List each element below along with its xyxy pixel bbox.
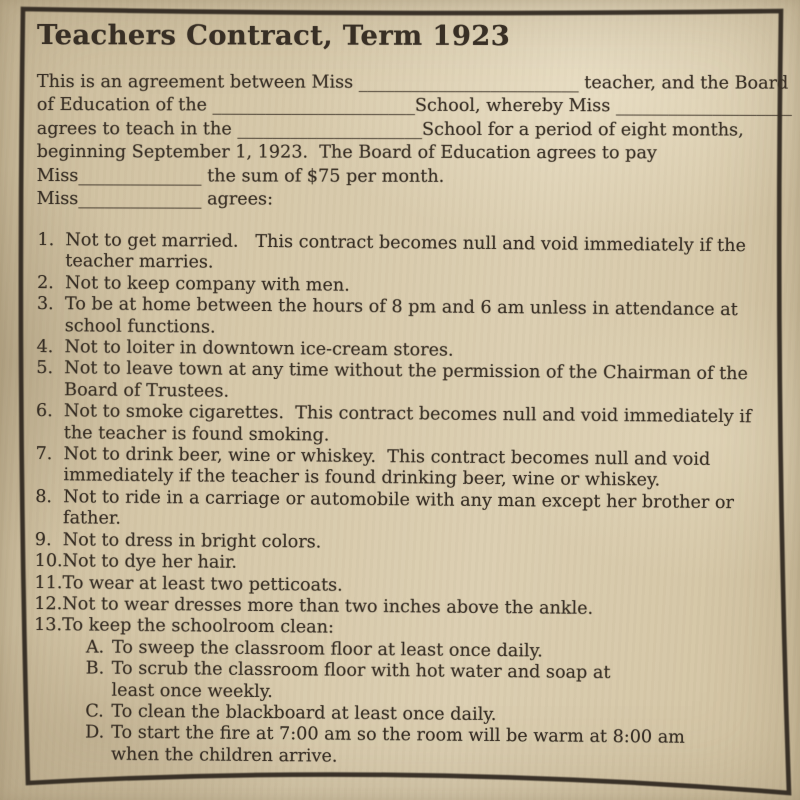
item-text: Not to drink beer, wine or whiskey. This contract becomes null and void immediately if the teacher is found drinking beer, wine or whiskey. bbox=[63, 444, 711, 492]
item-number: 12. bbox=[34, 594, 63, 615]
item-text: To sweep the classroom floor at least once daily. bbox=[111, 637, 543, 662]
item-text: Not to keep company with men. bbox=[65, 273, 350, 296]
intro-line: Miss______________ agrees: bbox=[36, 189, 274, 210]
item-number: D. bbox=[85, 723, 105, 744]
intro-line: This is an agreement between Miss _________________________ teacher, and the Board bbox=[36, 71, 789, 94]
item-text: Not to loiter in downtown ice-cream stores. bbox=[64, 337, 454, 362]
document-title: Teachers Contract, Term 1923 bbox=[36, 19, 511, 52]
item-number: 3. bbox=[36, 294, 54, 315]
item-text: To clean the blackboard at least once daily. bbox=[111, 702, 497, 726]
intro-line: beginning September 1, 1923. The Board of Education agrees to pay bbox=[36, 142, 657, 164]
item-text: To be at home between the hours of 8 pm and 6 am unless in attendance at school functions. bbox=[64, 294, 738, 338]
contract-item bbox=[37, 230, 776, 279]
item-number: 5. bbox=[36, 358, 54, 380]
item-number: 8. bbox=[35, 487, 53, 508]
contract-subitem bbox=[85, 659, 772, 708]
item-text: To start the fire at 7:00 am so the room will be warm at 8:00 am when the children arrive. bbox=[110, 723, 685, 767]
intro-line: agrees to teach in the _____________________School for a period of eight months, bbox=[36, 118, 744, 141]
item-number: 2. bbox=[37, 273, 54, 294]
item-text: To wear at least two petticoats. bbox=[62, 573, 343, 596]
contract-item bbox=[35, 487, 774, 536]
item-number: 4. bbox=[36, 337, 54, 358]
item-number: 6. bbox=[35, 401, 53, 422]
item-number: 7. bbox=[35, 444, 53, 465]
item-text: To keep the schoolroom clean: bbox=[62, 615, 335, 639]
item-text: Not to leave town at any time without the permission of the Chairman of the Board of Trustees. bbox=[64, 359, 749, 402]
item-text: Not to wear dresses more than two inches above the ankle. bbox=[62, 594, 594, 620]
contract-item bbox=[35, 444, 774, 493]
intro-line: Miss______________ the sum of $75 per month. bbox=[36, 165, 445, 187]
item-number: 9. bbox=[34, 530, 52, 551]
item-number: 11. bbox=[34, 572, 63, 594]
contract-items-list bbox=[33, 230, 777, 772]
contract-item bbox=[36, 402, 775, 451]
intro-paragraph bbox=[36, 71, 792, 213]
item-text: Not to dye her hair. bbox=[62, 551, 238, 574]
item-number: 13. bbox=[34, 615, 63, 636]
contract-subitem bbox=[85, 723, 772, 772]
item-text: Not to ride in a carriage or automobile with any man except her brother or father. bbox=[62, 487, 735, 530]
item-text: Not to smoke cigarettes. This contract becomes null and void immediately if the teacher is found smoking. bbox=[63, 401, 752, 446]
item-number: B. bbox=[85, 659, 105, 680]
item-text: Not to get married. This contract becomes null and void immediately if the teacher marries. bbox=[65, 230, 747, 274]
item-number: 1. bbox=[37, 230, 55, 251]
contract-item bbox=[37, 295, 776, 344]
contract-page bbox=[34, 19, 792, 767]
intro-line: of Education of the _______________________School, whereby Miss ____________________ bbox=[36, 95, 792, 117]
item-text: To scrub the classroom floor with hot water and soap at least once weekly. bbox=[111, 659, 611, 703]
item-text: Not to dress in bright colors. bbox=[62, 530, 322, 553]
item-number: A. bbox=[85, 637, 105, 658]
contract-item bbox=[36, 359, 775, 408]
item-number: C. bbox=[85, 701, 104, 722]
item-number: 10. bbox=[34, 551, 63, 572]
